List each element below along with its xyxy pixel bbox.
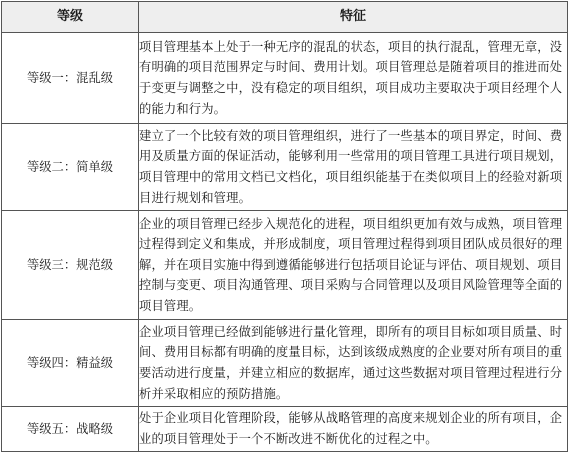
header-feature: 特征	[139, 2, 568, 33]
level-cell: 等级二：简单级	[2, 124, 139, 211]
feature-cell: 处于企业项目化管理阶段，能够从战略管理的高度来规划企业的所有项目，企业的项目管理处于一个不断改进不断优化的过程之中。	[139, 407, 568, 452]
feature-cell: 企业的项目管理已经步入规范化的进程，项目组织更加有效与成熟，项目管理过程得到定义和集成，并形成制度，项目管理过程得到项目团队成员很好的理解，并在项目实施中得到遵循能够进行包括项目论证与评估、项目规划、项目控制与变更、项目沟通管理、项目采购与合同管理以及项目风险管理等全面的项目管理。	[139, 211, 568, 320]
maturity-levels-table	[1, 1, 568, 452]
level-cell: 等级三：规范级	[2, 211, 139, 320]
level-cell: 等级五：战略级	[2, 407, 139, 452]
header-level: 等级	[2, 2, 139, 33]
table-header	[2, 2, 568, 33]
feature-cell: 建立了一个比较有效的项目管理组织，进行了一些基本的项目界定，时间、费用及质量方面的保证活动，能够利用一些常用的项目管理工具进行项目规划，项目管理中的常用文档已文档化，项目组织能基于在类似项目上的经验对新项目进行规划和管理。	[139, 124, 568, 211]
table-row	[2, 124, 568, 211]
table-row	[2, 33, 568, 124]
level-cell: 等级四：精益级	[2, 320, 139, 407]
feature-cell: 企业项目管理已经做到能够进行量化管理，即所有的项目目标如项目质量、时间、费用目标都有明确的度量目标，达到该级成熟度的企业要对所有项目的重要活动进行度量，并建立相应的数据库，通过这些数据对项目管理过程进行分析并采取相应的预防措施。	[139, 320, 568, 407]
table-row	[2, 211, 568, 320]
header-row	[2, 2, 568, 33]
level-cell: 等级一：混乱级	[2, 33, 139, 124]
table-row	[2, 407, 568, 452]
table-row	[2, 320, 568, 407]
table-body	[2, 33, 568, 452]
feature-cell: 项目管理基本上处于一种无序的混乱的状态，项目的执行混乱，管理无章，没有明确的项目范围界定与时间、费用计划。项目管理总是随着项目的推进而处于变更与调整之中，没有稳定的项目组织，项目成功主要取决于项目经理个人的能力和行为。	[139, 33, 568, 124]
